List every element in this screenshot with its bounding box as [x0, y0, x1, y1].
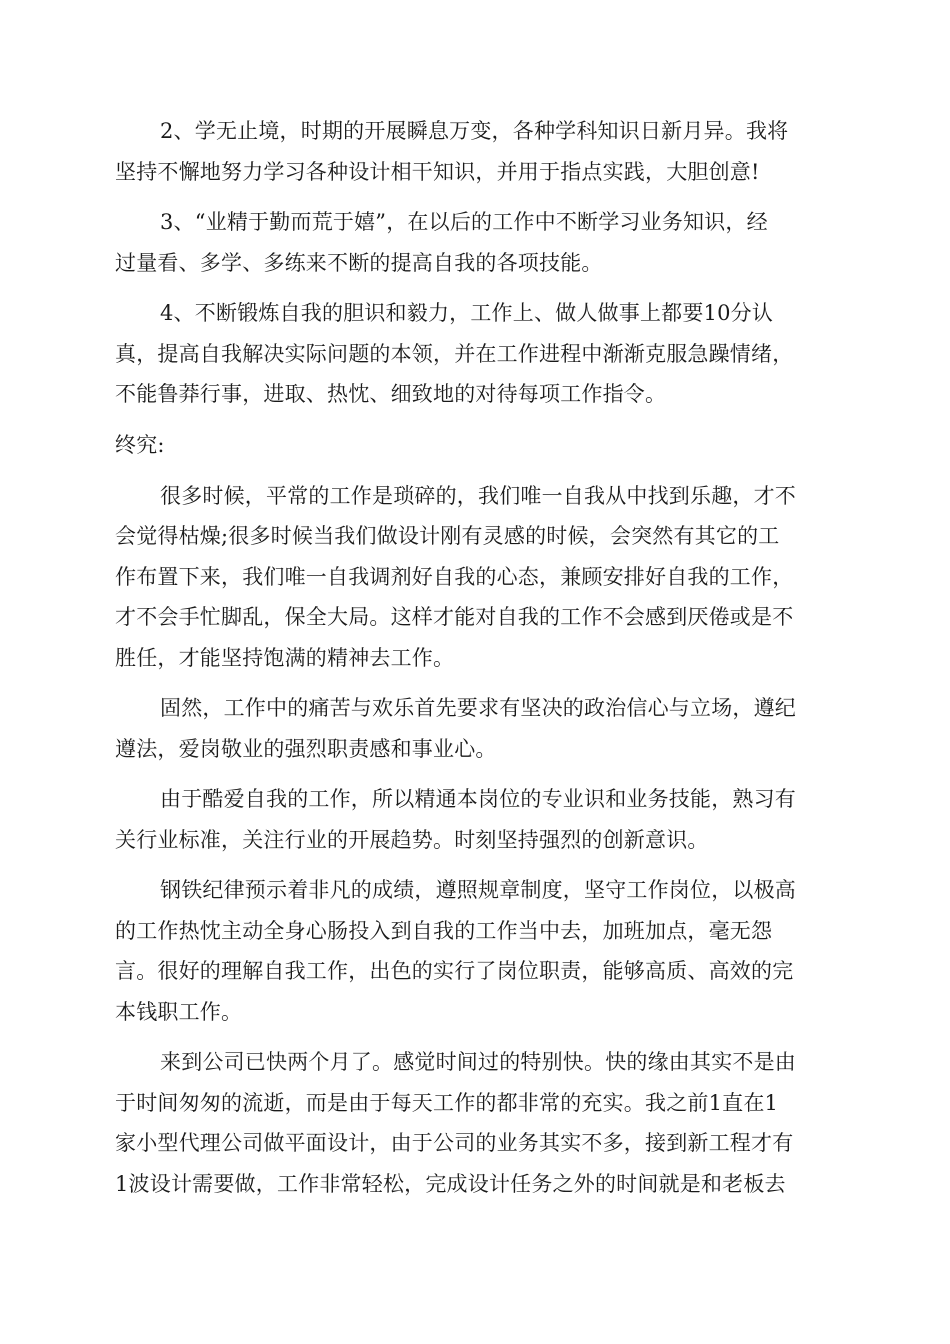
section-heading: 终究:: [115, 433, 165, 457]
paragraph-5-line-2: 遵法，爱岗敬业的强烈职责感和事业心。: [115, 737, 497, 761]
paragraph-4-line-2: 会觉得枯燥;很多时候当我们做设计刚有灵感的时候，会突然有其它的工: [115, 524, 780, 548]
paragraph-8-line-2: 于时间匆匆的流逝，而是由于每天工作的都非常的充实。我之前1直在1: [115, 1091, 779, 1115]
paragraph-4-line-5: 胜任，才能坚持饱满的精神去工作。: [115, 646, 455, 670]
paragraph-4-line-4: 才不会手忙脚乱，保全大局。这样才能对自我的工作不会感到厌倦或是不: [115, 605, 794, 629]
paragraph-8-line-4: 1波设计需要做，工作非常轻松，完成设计任务之外的时间就是和老板去: [115, 1172, 786, 1196]
paragraph-7-line-2: 的工作热忱主动全身心肠投入到自我的工作当中去，加班加点，毫无怨: [115, 919, 773, 943]
paragraph-3-line-1: 4、不断锻炼自我的胆识和毅力，工作上、做人做事上都要10分认: [160, 301, 774, 325]
paragraph-1-line-2: 坚持不懈地努力学习各种设计相干知识，并用于指点实践，大胆创意!: [115, 160, 760, 184]
paragraph-7-line-1: 钢铁纪律预示着非凡的成绩，遵照规章制度，坚守工作岗位，以极高: [160, 878, 796, 902]
paragraph-1-line-1: 2、学无止境，时期的开展瞬息万变，各种学科知识日新月异。我将: [160, 119, 789, 143]
paragraph-2-line-1: 3、“业精于勤而荒于嬉”，在以后的工作中不断学习业务知识，经: [160, 210, 768, 234]
paragraph-6-line-1: 由于酷爱自我的工作，所以精通本岗位的专业识和业务技能，熟习有: [160, 787, 796, 811]
paragraph-5-line-1: 固然，工作中的痛苦与欢乐首先要求有坚决的政治信心与立场，遵纪: [160, 696, 796, 720]
paragraph-4-line-1: 很多时候，平常的工作是琐碎的，我们唯一自我从中找到乐趣，才不: [160, 484, 796, 508]
paragraph-8-line-3: 家小型代理公司做平面设计，由于公司的业务其实不多，接到新工程才有: [115, 1131, 794, 1155]
paragraph-3-line-2: 真，提高自我解决实际问题的本领，并在工作进程中渐渐克服急躁情绪，: [115, 342, 794, 366]
paragraph-3-line-3: 不能鲁莽行事，进取、热忱、细致地的对待每项工作指令。: [115, 382, 667, 406]
paragraph-8-line-1: 来到公司已快两个月了。感觉时间过的特别快。快的缘由其实不是由: [160, 1050, 796, 1074]
paragraph-2-line-2: 过量看、多学、多练来不断的提高自我的各项技能。: [115, 251, 603, 275]
paragraph-6-line-2: 关行业标准，关注行业的开展趋势。时刻坚持强烈的创新意识。: [115, 828, 709, 852]
paragraph-4-line-3: 作布置下来，我们唯一自我调剂好自我的心态，兼顾安排好自我的工作，: [115, 565, 794, 589]
paragraph-7-line-4: 本钱职工作。: [115, 1000, 243, 1024]
paragraph-7-line-3: 言。很好的理解自我工作，出色的实行了岗位职责，能够高质、高效的完: [115, 959, 794, 983]
